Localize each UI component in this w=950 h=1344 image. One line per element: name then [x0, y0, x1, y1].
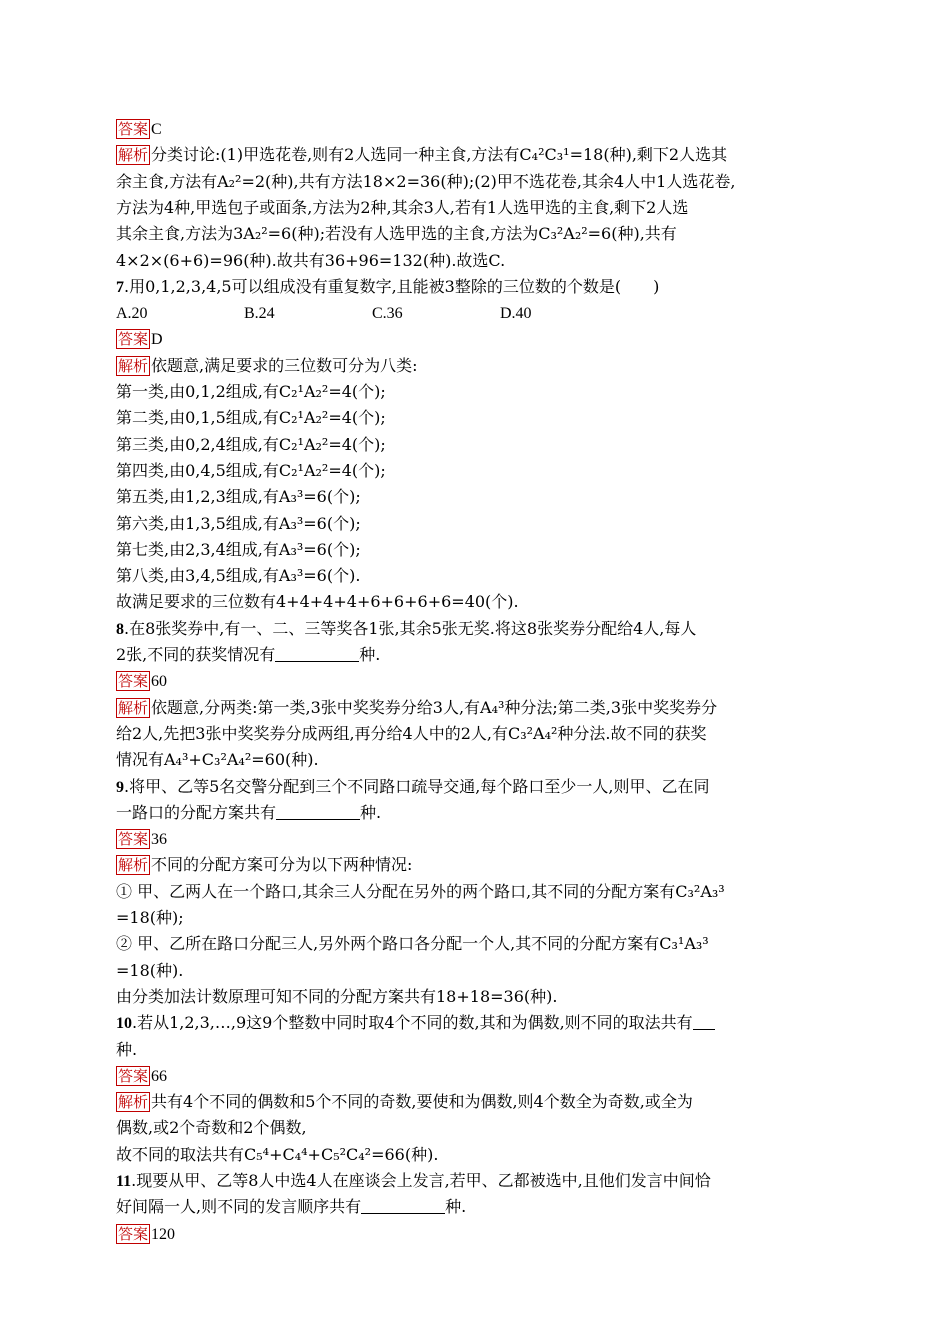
answer-tag: 答案 — [118, 120, 149, 138]
text-line — [116, 459, 386, 483]
answer-value: D — [151, 331, 163, 349]
question-text: 种. — [445, 1197, 467, 1217]
text-line — [116, 301, 628, 326]
body-text: 偶数,或2个奇数和2个偶数, — [116, 1118, 307, 1138]
choice-option: D.40 — [500, 305, 532, 323]
text-line — [116, 722, 707, 746]
analysis-tag: 解析 — [118, 856, 149, 875]
body-text: 余主食,方法有A₂²=2(种),共有方法18×2=36(种);(2)甲不选花卷,其余4人中1人选花卷, — [116, 171, 736, 191]
body-text: 其余主食,方法为3A₂²=6(种);若没有人选甲选的主食,方法为C₃²A₂²=6(种),共有 — [116, 224, 677, 244]
answer-blank — [361, 1197, 445, 1214]
text-line — [116, 512, 361, 536]
text-line — [116, 748, 319, 772]
answer-blank — [275, 645, 359, 662]
text-line — [116, 827, 167, 852]
answer-tag: 答案 — [118, 1066, 149, 1085]
text-line — [116, 564, 360, 588]
analysis-text: 依题意,满足要求的三位数可分为八类: — [151, 355, 418, 375]
text-line — [116, 617, 696, 642]
text-line — [116, 170, 735, 194]
answer-value: 66 — [151, 1067, 168, 1085]
text-line — [116, 143, 727, 167]
answer-tag: 答案 — [118, 1224, 149, 1243]
body-text: 第五类,由1,2,3组成,有A₃³=6(个); — [116, 487, 361, 507]
body-text: 第六类,由1,3,5组成,有A₃³=6(个); — [116, 513, 361, 533]
text-line — [116, 406, 386, 430]
text-line — [116, 1064, 167, 1089]
text-line — [116, 354, 418, 378]
text-line — [116, 1090, 693, 1114]
question-text: .现要从甲、乙等8人中选4人在座谈会上发言,若甲、乙都被选中,且他们发言中间恰 — [131, 1171, 711, 1190]
text-line — [116, 1116, 307, 1140]
text-line — [116, 801, 381, 825]
analysis-tag: 解析 — [118, 146, 149, 165]
answer-value: 60 — [151, 673, 168, 691]
body-text: 给2人,先把3张中奖奖券分成两组,再分给4人中的2人,有C₃²A₄²种分法.故不同的获奖 — [116, 723, 707, 743]
body-text: ① 甲、乙两人在一个路口,其余三人分配在另外的两个路口,其不同的分配方案有C₃²A₃³ — [116, 881, 725, 901]
body-text: 由分类加法计数原理可知不同的分配方案共有18+18=36(种). — [116, 986, 558, 1006]
question-text: 好间隔一人,则不同的发言顺序共有 — [116, 1197, 362, 1217]
body-text: 情况有A₄³+C₃²A₄²=60(种). — [116, 750, 319, 770]
body-text: 第一类,由0,1,2组成,有C₂¹A₂²=4(个); — [116, 382, 386, 401]
question-text: 一路口的分配方案共有 — [116, 802, 277, 822]
choice-option: A.20 — [116, 305, 148, 323]
text-line — [116, 380, 386, 404]
text-line — [116, 275, 659, 300]
text-line — [116, 485, 361, 509]
analysis-tag: 解析 — [118, 1093, 149, 1112]
analysis-text: 不同的分配方案可分为以下两种情况: — [151, 855, 413, 875]
text-line — [116, 959, 183, 983]
body-text: 第二类,由0,1,5组成,有C₂¹A₂²=4(个); — [116, 408, 386, 428]
body-text: 故不同的取法共有C₅⁴+C₄⁴+C₅²C₄²=66(种). — [116, 1144, 439, 1164]
analysis-tag: 解析 — [118, 356, 149, 375]
answer-tag: 答案 — [118, 672, 149, 691]
text-line — [116, 1011, 715, 1036]
answer-value: 36 — [151, 831, 168, 849]
text-line — [116, 433, 386, 457]
text-line — [116, 669, 167, 694]
body-text: 第八类,由3,4,5组成,有A₃³=6(个). — [116, 566, 361, 586]
question-number: 11 — [116, 1173, 132, 1190]
question-text: 种. — [359, 645, 381, 664]
text-line — [116, 880, 725, 904]
text-line — [116, 196, 688, 220]
text-line — [116, 590, 519, 614]
answer-tag: 答案 — [118, 330, 149, 349]
text-line — [116, 906, 184, 930]
text-line — [116, 853, 412, 877]
text-line — [116, 327, 163, 352]
question-number: 10 — [116, 1015, 132, 1033]
question-text: .若从1,2,3,…,9这9个整数中同时取4个不同的数,其和为偶数,则不同的取法共有 — [132, 1013, 693, 1033]
question-text: .将甲、乙等5名交警分配到三个不同路口疏导交通,每个路口至少一人,则甲、乙在同 — [124, 776, 710, 796]
body-text: 第四类,由0,4,5组成,有C₂¹A₂²=4(个); — [116, 460, 386, 480]
body-text: 第七类,由2,3,4组成,有A₃³=6(个); — [116, 539, 361, 559]
question-number: 8 — [116, 620, 124, 638]
answer-value: 120 — [151, 1225, 176, 1243]
question-number: 9 — [116, 778, 124, 796]
choice-option: B.24 — [244, 305, 275, 323]
body-text: 故满足要求的三位数有4+4+4+4+6+6+6+6=40(个). — [116, 592, 519, 612]
question-text: 2张,不同的获奖情况有 — [116, 645, 276, 664]
question-number: 7 — [116, 278, 124, 296]
text-line — [116, 222, 677, 246]
answer-tag: 答案 — [118, 830, 149, 849]
analysis-text: 依题意,分两类:第一类,3张中奖奖券分给3人,有A₄³种分法;第二类,3张中奖奖券分 — [151, 697, 718, 717]
text-line — [116, 643, 380, 667]
text-line — [116, 538, 361, 562]
answer-blank — [276, 803, 360, 820]
question-text: .在8张奖券中,有一、二、三等奖各1张,其余5张无奖.将这8张奖券分配给4人,每人 — [124, 618, 697, 638]
text-line — [116, 932, 709, 956]
text-line — [116, 1143, 438, 1167]
body-text: =18(种). — [116, 960, 184, 980]
text-line — [116, 696, 717, 720]
body-text: ② 甲、乙所在路口分配三人,另外两个路口各分配一个人,其不同的分配方案有C₃¹A₃³ — [116, 934, 709, 954]
text-line — [116, 1038, 137, 1062]
text-line — [116, 1195, 466, 1219]
answer-blank — [693, 1013, 715, 1030]
text-line — [116, 117, 162, 142]
body-text: 种. — [116, 1039, 138, 1059]
choice-option: C.36 — [372, 305, 403, 323]
body-text: 方法为4种,甲选包子或面条,方法为2种,其余3人,若有1人选甲选的主食,剩下2人选 — [116, 197, 689, 217]
analysis-text: 共有4个不同的偶数和5个不同的奇数,要使和为偶数,则4个数全为奇数,或全为 — [151, 1092, 693, 1112]
answer-value: C — [151, 121, 162, 138]
analysis-text: 分类讨论:(1)甲选花卷,则有2人选同一种主食,方法有C₄²C₃¹=18(种),剩下2人选其 — [151, 145, 728, 165]
body-text: 4×2×(6+6)=96(种).故共有36+96=132(种).故选C. — [116, 250, 506, 270]
text-line — [116, 985, 557, 1009]
analysis-tag: 解析 — [118, 698, 149, 717]
text-line — [116, 775, 709, 800]
text-line — [116, 1222, 175, 1247]
question-text: 种. — [360, 802, 382, 822]
body-text: =18(种); — [116, 908, 184, 927]
text-line — [116, 1169, 711, 1194]
text-line — [116, 249, 505, 273]
question-text: .用0,1,2,3,4,5可以组成没有重复数字,且能被3整除的三位数的个数是( ) — [124, 276, 660, 296]
body-text: 第三类,由0,2,4组成,有C₂¹A₂²=4(个); — [116, 434, 386, 454]
